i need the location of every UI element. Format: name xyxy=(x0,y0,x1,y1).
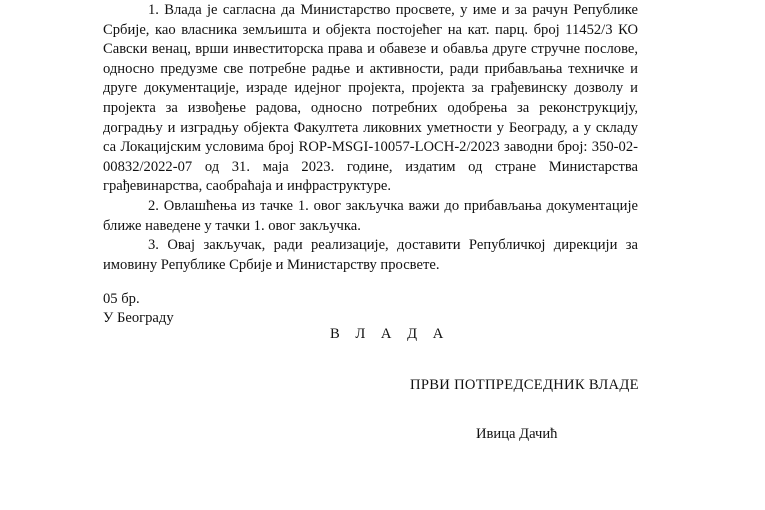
signatory-name: Ивица Дачић xyxy=(476,426,558,442)
paragraph-2-line-1: 2. Овлашћења из тачке 1. овог закључка важи до прибављања документације xyxy=(148,197,638,214)
issuer-heading: В Л А Д А xyxy=(330,326,450,342)
paragraph-2 xyxy=(103,197,638,236)
paragraph-1-line-10: грађевинарства, саобраћаја и инфраструктуре. xyxy=(103,178,392,195)
paragraph-1-line-7: доградњу и изградњу објекта Факултета ликовних уметности у Београду, а у складу xyxy=(103,119,638,136)
paragraph-3-line-2: имовину Републике Србије и Министарству просвете. xyxy=(103,256,440,273)
paragraph-3 xyxy=(103,236,638,275)
signatory-title: ПРВИ ПОТПРЕДСЕДНИК ВЛАДЕ xyxy=(410,377,639,393)
paragraph-1-line-6: пројекта за извођење радова, односно потребних одобрења за реконструкцију, xyxy=(103,99,638,116)
paragraph-1-line-3: Савски венац, врши инвеститорска права и обавезе и обавља друге стручне послове, xyxy=(103,41,638,58)
paragraph-1-line-2: Србије, као власника земљишта и објекта постојећег на кат. парц. број 11452/3 КО xyxy=(103,21,638,38)
paragraph-1-line-9: 00832/2022-07 од 31. маја 2023. године, издатим од стране Министарства xyxy=(103,158,638,175)
paragraph-3-line-1: 3. Овај закључак, ради реализације, доставити Републичкој дирекцији за xyxy=(148,237,638,254)
paragraph-1-line-1: 1. Влада је сагласна да Министарство просвете, у име и за рачун Републике xyxy=(148,2,638,18)
paragraph-1-line-5: друге документације, израде идејног пројекта, пројекта за грађевинску дозволу и xyxy=(103,80,638,97)
place-of-issue: У Београду xyxy=(103,310,174,326)
paragraph-1 xyxy=(103,1,638,197)
paragraph-2-line-2: ближе наведене у тачки 1. овог закључка. xyxy=(103,217,361,234)
paragraph-1-line-8: са Локацијским условима број ROP-MSGI-10057-LOCH-2/2023 заводни број: 350-02- xyxy=(103,139,638,156)
reference-number: 05 бр. xyxy=(103,291,140,307)
decision-body xyxy=(103,1,638,275)
paragraph-1-line-4: односно предузме све потребне радње и активности, ради прибављања техничке и xyxy=(103,60,638,77)
